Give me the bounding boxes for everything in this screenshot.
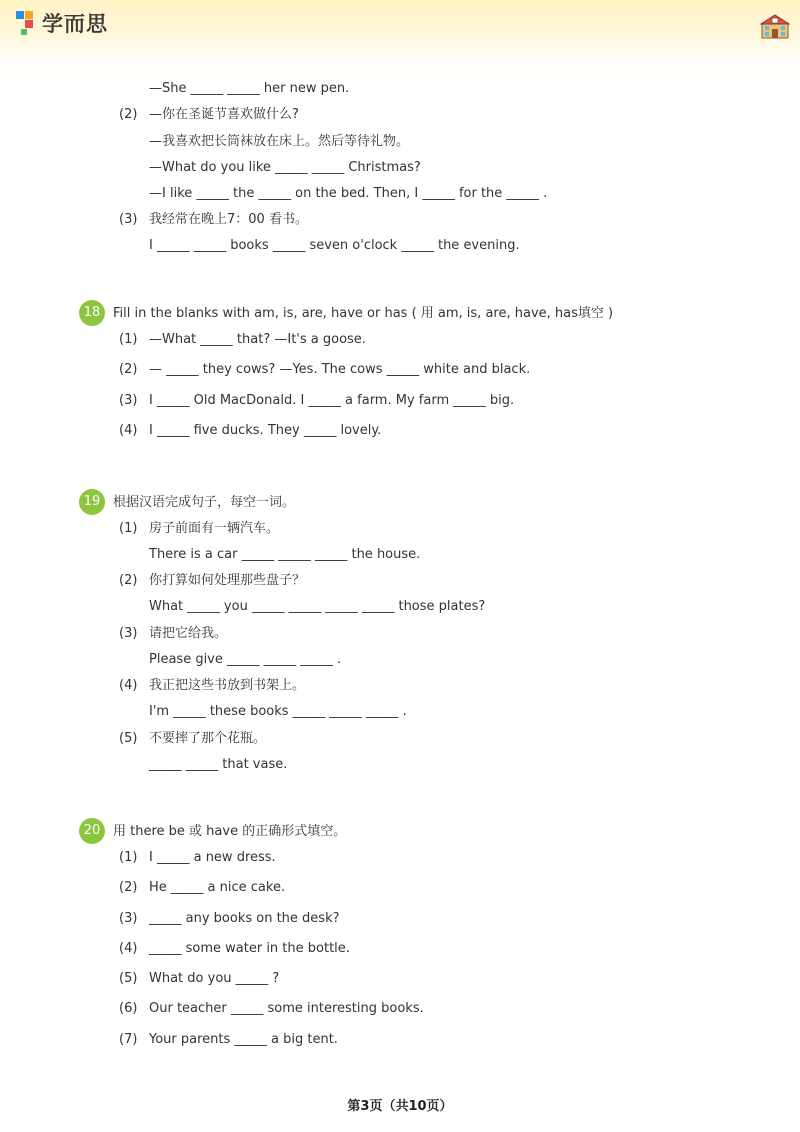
question-title: Fill in the blanks with am, is, are, have or has ( 用 am, is, are, have, has填空 ) [113, 306, 614, 321]
item-text: I _____ _____ books _____ seven o'clock _____ the evening. [149, 238, 520, 253]
item-text: _____ some water in the bottle. [149, 941, 350, 956]
logo-text: 学而思 [42, 12, 108, 36]
item-number: (2) [119, 362, 138, 377]
page-number: 第3页（共10页） [347, 1099, 453, 1114]
question-title: 用 there be 或 have 的正确形式填空。 [113, 824, 347, 839]
question-title: 根据汉语完成句子，每空一词。 [113, 495, 296, 510]
item-number: (5) [119, 731, 138, 746]
item-text: —I like _____ the _____ on the bed. Then, I _____ for the _____ . [149, 186, 548, 201]
item-text: I _____ Old MacDonald. I _____ a farm. My farm _____ big. [149, 393, 515, 408]
item-number: (3) [119, 212, 138, 227]
item-text: —我喜欢把长筒袜放在床上。然后等待礼物。 [149, 134, 410, 149]
item-number: (2) [119, 107, 138, 122]
item-number: (7) [119, 1032, 138, 1047]
item-text: What _____ you _____ _____ _____ _____ those plates? [149, 599, 486, 614]
item-text: — _____ they cows? —Yes. The cows _____ white and black. [149, 362, 531, 377]
item-text: 房子前面有一辆汽车。 [149, 521, 280, 536]
item-text: 我正把这些书放到书架上。 [149, 678, 306, 693]
item-text: 不要摔了那个花瓶。 [149, 731, 267, 746]
item-number: (1) [119, 332, 138, 347]
item-text: I _____ five ducks. They _____ lovely. [149, 423, 382, 438]
item-number: (4) [119, 941, 138, 956]
item-text: There is a car _____ _____ _____ the house. [149, 547, 421, 562]
item-number: (1) [119, 521, 138, 536]
school-building-icon [760, 12, 790, 40]
item-text: I'm _____ these books _____ _____ _____ . [149, 704, 407, 719]
logo-mark-icon [16, 8, 38, 38]
item-text: —What _____ that? —It's a goose. [149, 332, 366, 347]
item-text: _____ any books on the desk? [149, 911, 340, 926]
item-text: —你在圣诞节喜欢做什么? [149, 107, 299, 122]
item-text: —What do you like _____ _____ Christmas? [149, 160, 421, 175]
item-text: Your parents _____ a big tent. [149, 1032, 338, 1047]
item-number: (2) [119, 573, 138, 588]
item-text: 你打算如何处理那些盘子？ [149, 573, 306, 588]
item-text: 请把它给我。 [149, 626, 228, 641]
question-number-badge: 18 [79, 300, 105, 326]
item-number: (1) [119, 850, 138, 865]
item-number: (4) [119, 423, 138, 438]
item-number: (3) [119, 911, 138, 926]
item-text: —She _____ _____ her new pen. [149, 81, 350, 96]
page-header [0, 0, 800, 78]
question-number-badge: 20 [79, 818, 105, 844]
item-text: 我经常在晚上7：00 看书。 [149, 212, 308, 227]
item-number: (4) [119, 678, 138, 693]
item-number: (3) [119, 626, 138, 641]
item-text: What do you _____ ? [149, 971, 280, 986]
item-number: (6) [119, 1001, 138, 1016]
item-text: Our teacher _____ some interesting books. [149, 1001, 424, 1016]
item-number: (2) [119, 880, 138, 895]
logo [16, 6, 108, 40]
item-text: I _____ a new dress. [149, 850, 276, 865]
item-number: (5) [119, 971, 138, 986]
item-text: _____ _____ that vase. [149, 757, 288, 772]
question-number-badge: 19 [79, 489, 105, 515]
item-number: (3) [119, 393, 138, 408]
item-text: He _____ a nice cake. [149, 880, 286, 895]
item-text: Please give _____ _____ _____ . [149, 652, 342, 667]
